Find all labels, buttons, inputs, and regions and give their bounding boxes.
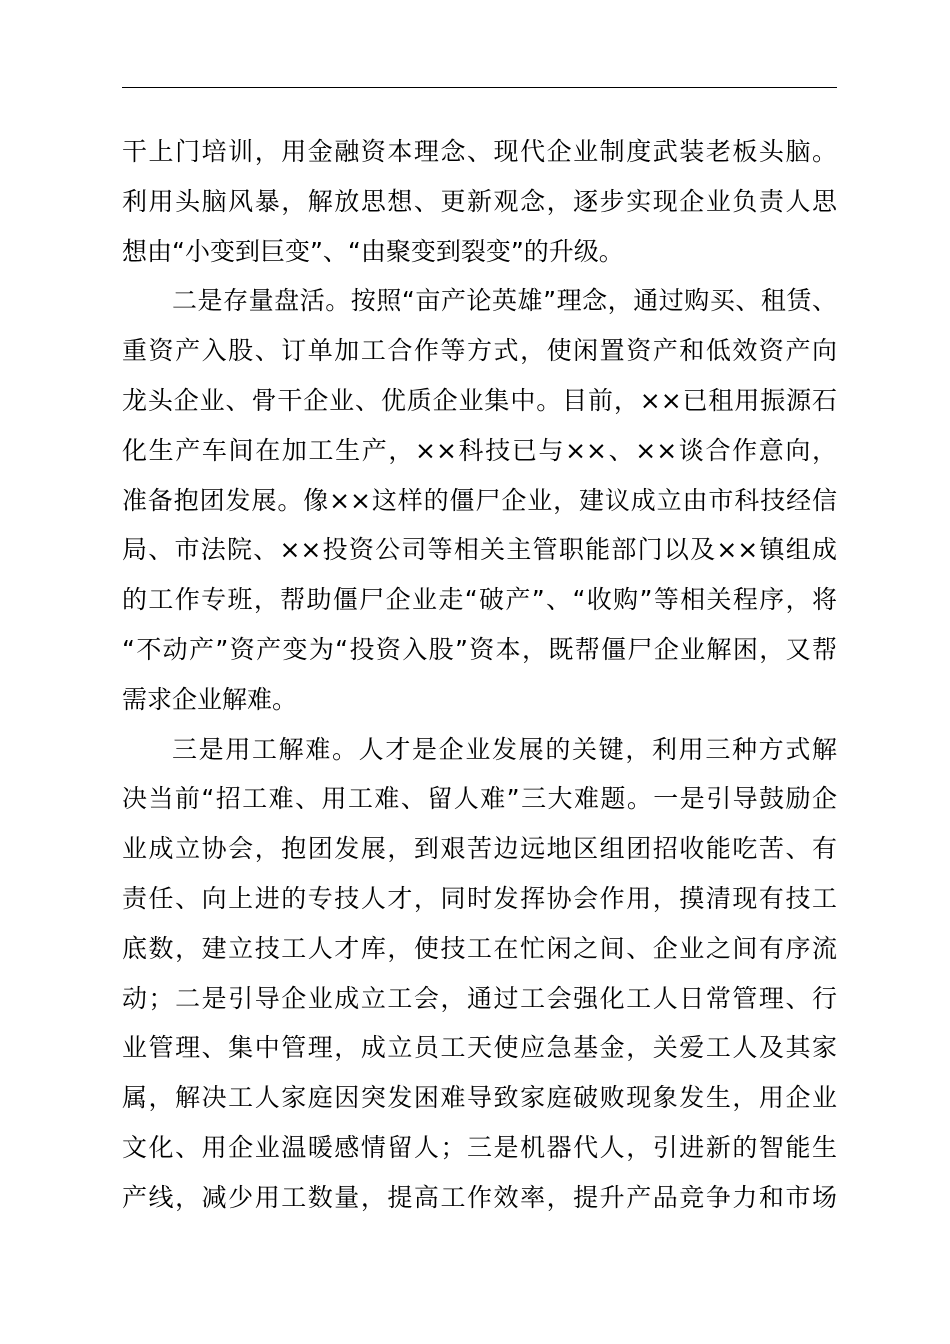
text-line: 干上门培训，用金融资本理念、现代企业制度武装老板头脑。 (122, 137, 837, 166)
text-line: 文化、用企业温暖感情留人；三是机器代人，引进新的智能生 (122, 1132, 837, 1162)
text-line: 的工作专班，帮助僵尸企业走“破产”、“收购”等相关程序，将 (122, 585, 837, 615)
text-line: 产线，减少用工数量，提高工作效率，提升产品竞争力和市场 (122, 1182, 837, 1212)
header-rule (122, 87, 837, 88)
text-line: 想由“小变到巨变”、“由聚变到裂变”的升级。 (122, 236, 624, 266)
text-line: 动；二是引导企业成立工会，通过工会强化工人日常管理、行 (122, 983, 837, 1013)
text-line: 业成立协会，抱团发展，到艰苦边远地区组团招收能吃苦、有 (122, 834, 837, 864)
paragraph-start-line: 二是存量盘活。按照“亩产论英雄”理念，通过购买、租赁、 (172, 286, 837, 316)
text-line: 底数，建立技工人才库，使技工在忙闲之间、企业之间有序流 (122, 933, 837, 963)
text-line: 化生产车间在加工生产，××科技已与××、××谈合作意向， (122, 435, 837, 465)
document-body (122, 127, 837, 1223)
text-line: 属，解决工人家庭因突发困难导致家庭破败现象发生，用企业 (122, 1083, 837, 1113)
text-line: 业管理、集中管理，成立员工天使应急基金，关爱工人及其家 (122, 1033, 837, 1063)
paragraph-start-line: 三是用工解难。人才是企业发展的关键，利用三种方式解 (172, 734, 837, 764)
text-line: 责任、向上进的专技人才，同时发挥协会作用，摸清现有技工 (122, 883, 837, 913)
text-line: 利用头脑风暴，解放思想、更新观念，逐步实现企业负责人思 (122, 186, 837, 216)
text-line: 决当前“招工难、用工难、留人难”三大难题。一是引导鼓励企 (122, 784, 837, 814)
text-line: 准备抱团发展。像××这样的僵尸企业，建议成立由市科技经信 (122, 485, 837, 515)
text-line: 需求企业解难。 (122, 684, 298, 714)
text-line: “不动产”资产变为“投资入股”资本，既帮僵尸企业解困，又帮 (122, 634, 837, 664)
text-line: 局、市法院、××投资公司等相关主管职能部门以及××镇组成 (122, 535, 837, 565)
text-line: 龙头企业、骨干企业、优质企业集中。目前，××已租用振源石 (122, 385, 837, 415)
text-line: 重资产入股、订单加工合作等方式，使闲置资产和低效资产向 (122, 336, 837, 366)
